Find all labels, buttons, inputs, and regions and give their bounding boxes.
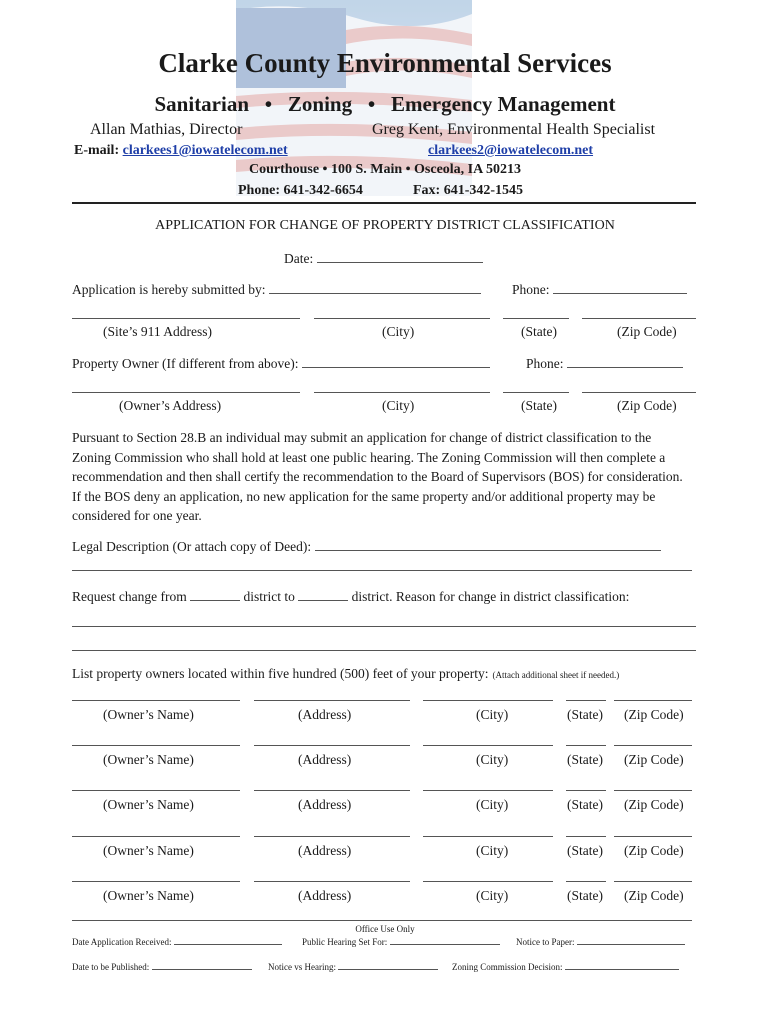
owner-phone-label: Phone: (526, 356, 564, 371)
notice-paper-field (516, 936, 685, 947)
director-name: Allan Mathias, Director (90, 121, 243, 138)
site-city-caption: (City) (382, 324, 415, 339)
hearing-set-field (302, 936, 500, 947)
owner-zip-input[interactable] (614, 790, 692, 791)
owners-list-note: (Attach additional sheet if needed.) (492, 670, 620, 680)
owner-state-input[interactable] (566, 700, 606, 701)
owner-phone-input[interactable] (567, 355, 683, 368)
owner-address-caption: (Address) (298, 752, 352, 767)
owner-city-caption: (City) (476, 707, 509, 722)
owner-city-input[interactable] (423, 745, 553, 746)
header-divider (72, 202, 696, 204)
owner-state-caption: (State) (521, 398, 557, 413)
owner-zip-input[interactable] (614, 881, 692, 882)
owner-phone-field (526, 355, 683, 372)
phone-field (512, 281, 687, 298)
site-state-input[interactable] (503, 318, 569, 319)
legal-description-input[interactable] (315, 538, 661, 551)
office-fax: Fax: 641-342-1545 (413, 183, 524, 198)
reason-line-1[interactable] (72, 626, 696, 627)
notice-hearing-field (268, 961, 438, 972)
notice-hearing-label: Notice vs Hearing: (268, 962, 336, 972)
service-zoning: Zoning (287, 92, 353, 116)
submitted-by-field (72, 281, 481, 298)
notice-paper-label: Notice to Paper: (516, 937, 575, 947)
services-line (0, 92, 770, 117)
legal-description-label: Legal Description (Or attach copy of Deed): (72, 539, 312, 554)
owner-city-input[interactable] (423, 790, 553, 791)
owner-address-input[interactable] (254, 836, 410, 837)
owner-city-input[interactable] (423, 700, 553, 701)
section-paragraph: Pursuant to Section 28.B an individual may submit an application for change of district classification to the Zoning Commission who shall hold at least one public hearing. The Zoning Commission will then complete a recommendation and then shall certify the recommendation to the Board of Supervisors (BOS) for consideration. If the BOS deny an application, no new application for the same property and/or additional property may be considered for one year. (72, 430, 683, 523)
legal-description-field (72, 538, 661, 555)
date-received-field (72, 936, 282, 947)
owners-list-heading (72, 665, 619, 683)
form-title: APPLICATION FOR CHANGE OF PROPERTY DISTRICT CLASSIFICATION (155, 218, 615, 233)
hearing-set-label: Public Hearing Set For: (302, 937, 388, 947)
owner-state-caption: (State) (567, 843, 603, 858)
owner-zip-input[interactable] (614, 700, 692, 701)
owner-state-caption: (State) (567, 797, 603, 812)
owner-name-caption: (Owner’s Name) (103, 752, 194, 767)
date-label: Date: (284, 251, 314, 266)
site-address-input[interactable] (72, 318, 300, 319)
legal-description-line-2[interactable] (72, 570, 692, 571)
decision-input[interactable] (565, 961, 679, 970)
date-received-label: Date Application Received: (72, 937, 172, 947)
owner-name-input[interactable] (72, 881, 240, 882)
decision-label: Zoning Commission Decision: (452, 962, 563, 972)
owner-zip-caption: (Zip Code) (624, 843, 684, 858)
owner-name-input[interactable] (72, 745, 240, 746)
district-to-label: district to (243, 589, 295, 604)
owner-zip-caption: (Zip Code) (624, 888, 684, 903)
owners-list-label: List property owners located within five hundred (500) feet of your property: (72, 666, 489, 681)
owner-state-caption: (State) (567, 752, 603, 767)
phone-label: Phone: (512, 282, 550, 297)
submitted-by-input[interactable] (269, 281, 481, 294)
owner-zip-caption: (Zip Code) (617, 398, 677, 413)
date-input[interactable] (317, 250, 483, 263)
owner-name-caption: (Owner’s Name) (103, 797, 194, 812)
from-district-input[interactable] (190, 588, 240, 601)
owner-state-input[interactable] (566, 790, 606, 791)
date-published-field (72, 961, 252, 972)
submitted-by-label: Application is hereby submitted by: (72, 282, 266, 297)
owner-address-input[interactable] (254, 881, 410, 882)
owner-city-caption: (City) (382, 398, 415, 413)
owner-name-input[interactable] (72, 700, 240, 701)
property-owner-field (72, 355, 490, 372)
owner-city-input[interactable] (423, 881, 553, 882)
owner-city-caption: (City) (476, 888, 509, 903)
date-published-label: Date to be Published: (72, 962, 150, 972)
owner-address-input[interactable] (72, 392, 300, 393)
owner-state-input[interactable] (566, 881, 606, 882)
org-name: Clarke County Environmental Services (158, 48, 612, 78)
email-label: E-mail: (74, 143, 120, 158)
owner-name-caption: (Owner’s Name) (103, 843, 194, 858)
owner-zip-input[interactable] (614, 836, 692, 837)
owner-zip-input[interactable] (582, 392, 696, 393)
owner-address-caption: (Address) (298, 707, 352, 722)
owner-address-input[interactable] (254, 700, 410, 701)
email-link-2[interactable]: clarkees2@iowatelecom.net (428, 143, 594, 158)
specialist-name: Greg Kent, Environmental Health Specialist (372, 121, 656, 138)
request-change-field (72, 588, 629, 605)
email-line (74, 143, 288, 159)
hearing-set-input[interactable] (390, 936, 500, 945)
owner-name-input[interactable] (72, 790, 240, 791)
owner-zip-caption: (Zip Code) (624, 797, 684, 812)
owner-state-caption: (State) (567, 888, 603, 903)
owner-address-caption: (Address) (298, 888, 352, 903)
owner-name-caption: (Owner’s Name) (103, 888, 194, 903)
owner-city-input[interactable] (314, 392, 490, 393)
office-address: Courthouse • 100 S. Main • Osceola, IA 50213 (249, 162, 521, 177)
owner-state-input[interactable] (566, 745, 606, 746)
office-use-title: Office Use Only (355, 924, 415, 934)
email-link-1[interactable]: clarkees1@iowatelecom.net (122, 143, 288, 158)
office-phone: Phone: 641-342-6654 (238, 183, 363, 198)
date-received-input[interactable] (174, 936, 282, 945)
owner-address-caption: (Address) (298, 797, 352, 812)
request-from-label: Request change from (72, 589, 187, 604)
owner-address-input[interactable] (254, 745, 410, 746)
owner-zip-caption: (Zip Code) (624, 707, 684, 722)
owner-city-input[interactable] (423, 836, 553, 837)
notice-hearing-input[interactable] (338, 961, 438, 970)
property-owner-input[interactable] (302, 355, 490, 368)
owner-state-input[interactable] (566, 836, 606, 837)
site-address-caption: (Site’s 911 Address) (103, 324, 212, 339)
reason-label: district. Reason for change in district classification: (351, 589, 630, 604)
site-city-input[interactable] (314, 318, 490, 319)
owner-address-input[interactable] (254, 790, 410, 791)
site-state-caption: (State) (521, 324, 557, 339)
bullet-icon: • (357, 92, 386, 116)
owner-city-caption: (City) (476, 752, 509, 767)
office-divider (72, 920, 692, 921)
owner-city-caption: (City) (476, 797, 509, 812)
owner-city-caption: (City) (476, 843, 509, 858)
phone-input[interactable] (553, 281, 687, 294)
owner-zip-input[interactable] (614, 745, 692, 746)
service-sanitarian: Sanitarian (154, 92, 250, 116)
owner-address-caption: (Address) (298, 843, 352, 858)
reason-line-2[interactable] (72, 650, 696, 651)
owner-name-input[interactable] (72, 836, 240, 837)
owner-address-caption: (Owner’s Address) (119, 398, 222, 413)
site-zip-caption: (Zip Code) (617, 324, 677, 339)
notice-paper-input[interactable] (577, 936, 685, 945)
owner-zip-caption: (Zip Code) (624, 752, 684, 767)
service-emergency: Emergency Management (390, 92, 616, 116)
to-district-input[interactable] (298, 588, 348, 601)
date-field (284, 250, 483, 267)
owner-state-input[interactable] (503, 392, 569, 393)
owner-name-caption: (Owner’s Name) (103, 707, 194, 722)
property-owner-label: Property Owner (If different from above): (72, 356, 299, 371)
date-published-input[interactable] (152, 961, 252, 970)
owner-state-caption: (State) (567, 707, 603, 722)
bullet-icon: • (254, 92, 283, 116)
site-zip-input[interactable] (582, 318, 696, 319)
decision-field (452, 961, 679, 972)
